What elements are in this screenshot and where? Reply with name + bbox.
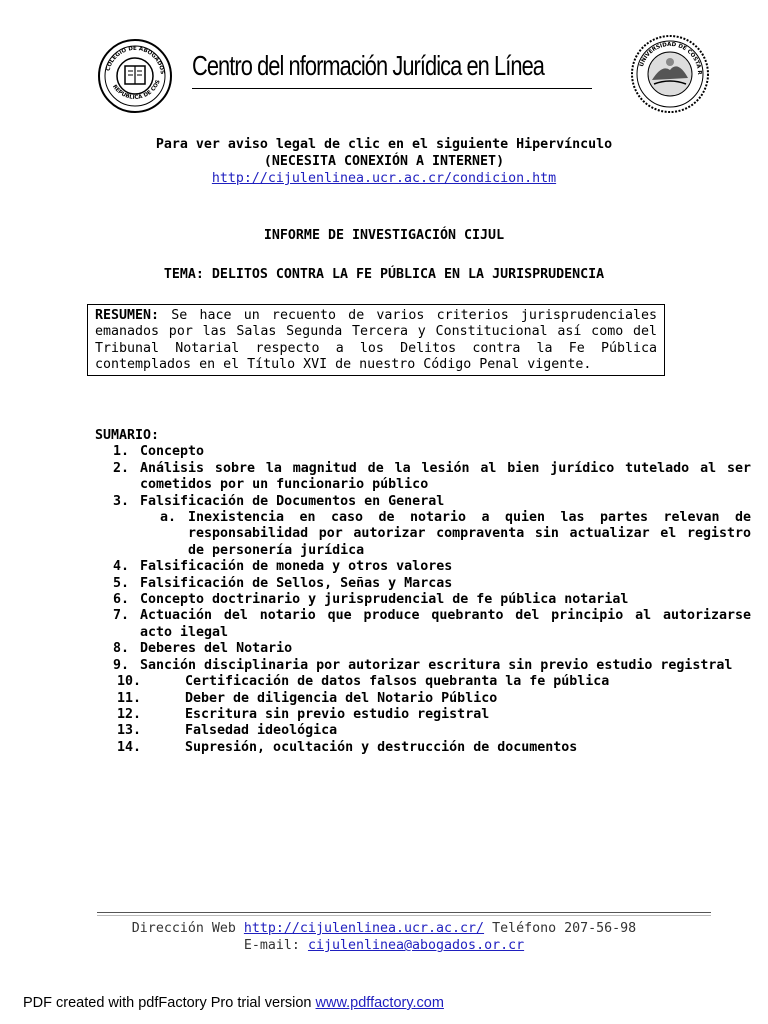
resumen-text: Se hace un recuento de varios criterios jurisprudenciales emanados por las Salas Segunda Tercera y Constitucional así como del Tribunal Notarial respecto a los Delitos contra la Fe Pública contemplados en el Título XVI de nuestro Código Penal vigente. bbox=[95, 308, 657, 373]
list-item: 3. Falsificación de Documentos en General bbox=[113, 493, 445, 509]
list-item: 11. Deber de diligencia del Notario Público bbox=[117, 690, 498, 706]
list-item: 5. Falsificación de Sellos, Señas y Marcas bbox=[113, 575, 453, 591]
list-item: 12. Escritura sin previo estudio registral bbox=[117, 706, 490, 722]
footer-divider bbox=[97, 912, 711, 913]
svg-text:COLEGIO DE ABOGADOS: COLEGIO DE ABOGADOS bbox=[105, 45, 165, 75]
footer-email-link[interactable]: cijulenlinea@abogados.or.cr bbox=[307, 938, 525, 953]
footer-phone: Teléfono 207-56-98 bbox=[492, 921, 637, 936]
legal-notice-link[interactable]: http://cijulenlinea.ucr.ac.cr/condicion.htm bbox=[211, 171, 557, 186]
notice-line-1: Para ver aviso legal de clic en el siguiente Hipervínculo bbox=[155, 137, 613, 152]
list-item: 8. Deberes del Notario bbox=[113, 641, 293, 657]
resumen-label: RESUMEN: bbox=[95, 308, 160, 323]
list-item: 10. Certificación de datos falsos quebranta la fe pública bbox=[117, 674, 610, 690]
title-underline bbox=[192, 88, 592, 89]
footer-web-label: Dirección Web bbox=[131, 921, 236, 936]
footer-divider-shadow bbox=[97, 915, 711, 916]
resumen-box bbox=[87, 304, 665, 376]
svg-text:REPUBLICA DE COSTA RICA: REPUBLICA DE COS bbox=[110, 79, 162, 101]
list-item: 7. Actuación del notario que produce quebranto del principio al autorizarse acto ilegal bbox=[113, 608, 751, 640]
list-item: 14. Supresión, ocultación y destrucción de documentos bbox=[117, 739, 578, 755]
pdf-note-text: PDF created with pdfFactory Pro trial version bbox=[23, 995, 312, 1011]
universidad-logo bbox=[628, 34, 712, 114]
list-item: 1. Concepto bbox=[113, 444, 205, 460]
pdffactory-link[interactable]: www.pdffactory.com bbox=[315, 995, 444, 1011]
footer-web-line bbox=[0, 921, 768, 938]
pdf-creator-note bbox=[23, 995, 444, 1011]
page-title: Centro del nformación Jurídica en Línea bbox=[192, 50, 544, 81]
sumario-label: SUMARIO: bbox=[95, 428, 160, 443]
report-heading: INFORME DE INVESTIGACIÓN CIJUL bbox=[263, 228, 505, 243]
sumario-section bbox=[95, 428, 755, 756]
list-item: 9. Sanción disciplinaria por autorizar escritura sin previo estudio registral bbox=[113, 657, 733, 673]
footer-web-link[interactable]: http://cijulenlinea.ucr.ac.cr/ bbox=[243, 921, 485, 936]
list-item: 4. Falsificación de moneda y otros valores bbox=[113, 559, 453, 575]
report-topic: TEMA: DELITOS CONTRA LA FE PÚBLICA EN LA JURISPRUDENCIA bbox=[163, 267, 605, 282]
list-item: 6. Concepto doctrinario y jurisprudencial de fe pública notarial bbox=[113, 592, 629, 608]
colegio-abogados-logo bbox=[97, 38, 173, 114]
list-subitem: a. Inexistencia en caso de notario a quien las partes relevan de responsabilidad por autorizar compraventa sin actualizar el registro de personería jurídica bbox=[160, 510, 751, 558]
notice-line-2: (NECESITA CONEXIÓN A INTERNET) bbox=[263, 154, 505, 169]
footer-email-label: E-mail: bbox=[243, 938, 300, 953]
footer-email-line bbox=[0, 938, 768, 955]
list-item: 13. Falsedad ideológica bbox=[117, 723, 338, 739]
svg-text:UNIVERSIDAD DE COSTA RICA: UNIVERSIDAD DE COSTA R bbox=[639, 41, 703, 75]
list-item: 2. Análisis sobre la magnitud de la lesión al bien jurídico tutelado al ser cometidos por un funcionario público bbox=[113, 460, 751, 493]
